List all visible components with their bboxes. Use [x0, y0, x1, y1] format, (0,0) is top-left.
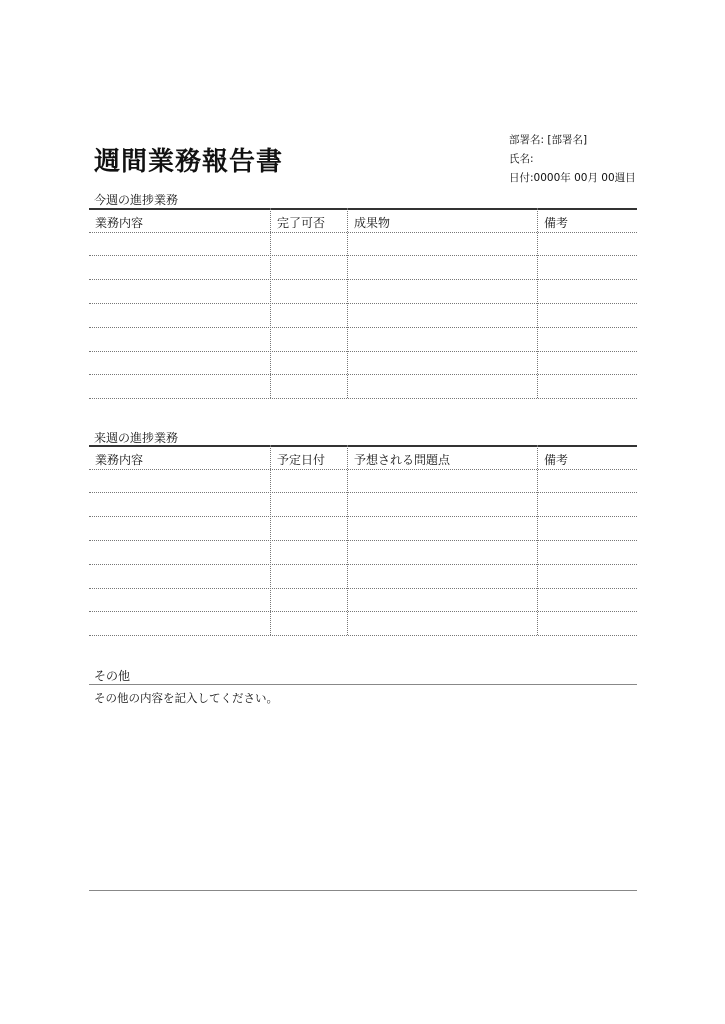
this-week-label: 今週の進捗業務	[94, 193, 179, 207]
other-text[interactable]: その他の内容を記入してください。	[94, 691, 278, 705]
next-week-header-notes: 備考	[544, 453, 569, 467]
next-week-label: 来週の進捗業務	[94, 431, 179, 445]
table-row[interactable]	[89, 375, 637, 399]
table-row[interactable]	[89, 517, 637, 541]
next-week-header-scheduled-date: 予定日付	[277, 453, 326, 467]
table-row[interactable]	[89, 232, 637, 256]
table-row[interactable]	[89, 256, 637, 280]
other-label: その他	[94, 669, 131, 683]
this-week-header-task: 業務内容	[95, 216, 144, 230]
department-field: 部署名: [部署名]	[509, 134, 588, 146]
next-week-header-task: 業務内容	[95, 453, 144, 467]
this-week-header-completion: 完了可否	[277, 216, 326, 230]
table-row[interactable]	[89, 588, 637, 612]
table-row[interactable]	[89, 209, 637, 233]
next-week-header-expected-issues: 予想される問題点	[354, 453, 451, 467]
table-row[interactable]	[89, 446, 637, 470]
document-title: 週間業務報告書	[94, 147, 284, 177]
this-week-table	[89, 208, 637, 398]
other-divider	[89, 684, 637, 685]
table-row[interactable]	[89, 328, 637, 352]
table-row[interactable]	[89, 541, 637, 565]
name-field: 氏名:	[509, 153, 534, 165]
table-row[interactable]	[89, 493, 637, 517]
next-week-table	[89, 445, 637, 635]
table-row[interactable]	[89, 612, 637, 636]
table-row[interactable]	[89, 351, 637, 375]
this-week-header-deliverable: 成果物	[354, 216, 391, 230]
this-week-header-notes: 備考	[544, 216, 569, 230]
table-row[interactable]	[89, 565, 637, 589]
table-row[interactable]	[89, 280, 637, 304]
table-row[interactable]	[89, 304, 637, 328]
table-row[interactable]	[89, 469, 637, 493]
date-field: 日付:0000年 00月 00週目	[509, 172, 636, 184]
bottom-divider	[89, 890, 637, 891]
